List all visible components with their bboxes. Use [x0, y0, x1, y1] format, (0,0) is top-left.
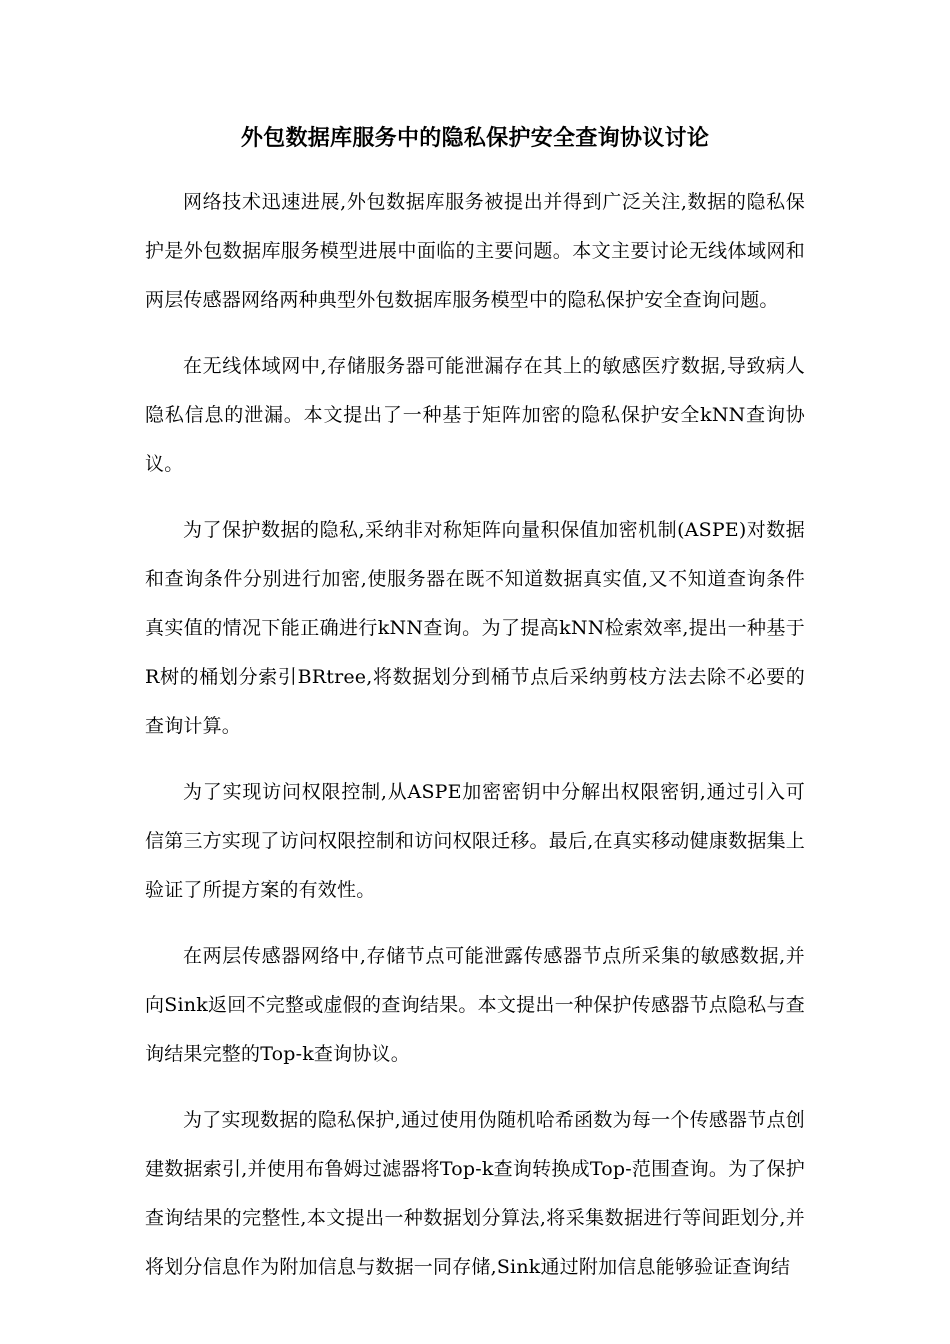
paragraph: 为了实现访问权限控制,从ASPE加密密钥中分解出权限密钥,通过引入可信第三方实现了访问权限控制和访问权限迁移。最后,在真实移动健康数据集上验证了所提方案的有效性。 — [145, 781, 805, 901]
paragraph: 在两层传感器网络中,存储节点可能泄露传感器节点所采集的敏感数据,并向Sink返回不完整或虚假的查询结果。本文提出一种保护传感器节点隐私与查询结果完整的Top-k查询协议。 — [145, 945, 805, 1065]
paragraph: 在无线体域网中,存储服务器可能泄漏存在其上的敏感医疗数据,导致病人隐私信息的泄漏。本文提出了一种基于矩阵加密的隐私保护安全kNN查询协议。 — [145, 355, 805, 475]
document-body — [145, 178, 805, 1309]
paragraph: 为了实现数据的隐私保护,通过使用伪随机哈希函数为每一个传感器节点创建数据索引,并使用布鲁姆过滤器将Top-k查询转换成Top-范围查询。为了保护查询结果的完整性,本文提出一种数据划分算法,将采集数据进行等间距划分,并将划分信息作为附加信息与数据一同存储,Sink通过附加信息能够验证查询结 — [145, 1109, 805, 1278]
document-title: 外包数据库服务中的隐私保护安全查询协议讨论 — [240, 125, 710, 151]
paragraph: 为了保护数据的隐私,采纳非对称矩阵向量积保值加密机制(ASPE)对数据和查询条件分别进行加密,使服务器在既不知道数据真实值,又不知道查询条件真实值的情况下能正确进行kNN查询。为了提高kNN检索效率,提出一种基于R树的桶划分索引BRtree,将数据划分到桶节点后采纳剪枝方法去除不必要的查询计算。 — [145, 519, 805, 737]
paragraph: 网络技术迅速进展,外包数据库服务被提出并得到广泛关注,数据的隐私保护是外包数据库服务模型进展中面临的主要问题。本文主要讨论无线体域网和两层传感器网络两种典型外包数据库服务模型中的隐私保护安全查询问题。 — [145, 191, 805, 311]
